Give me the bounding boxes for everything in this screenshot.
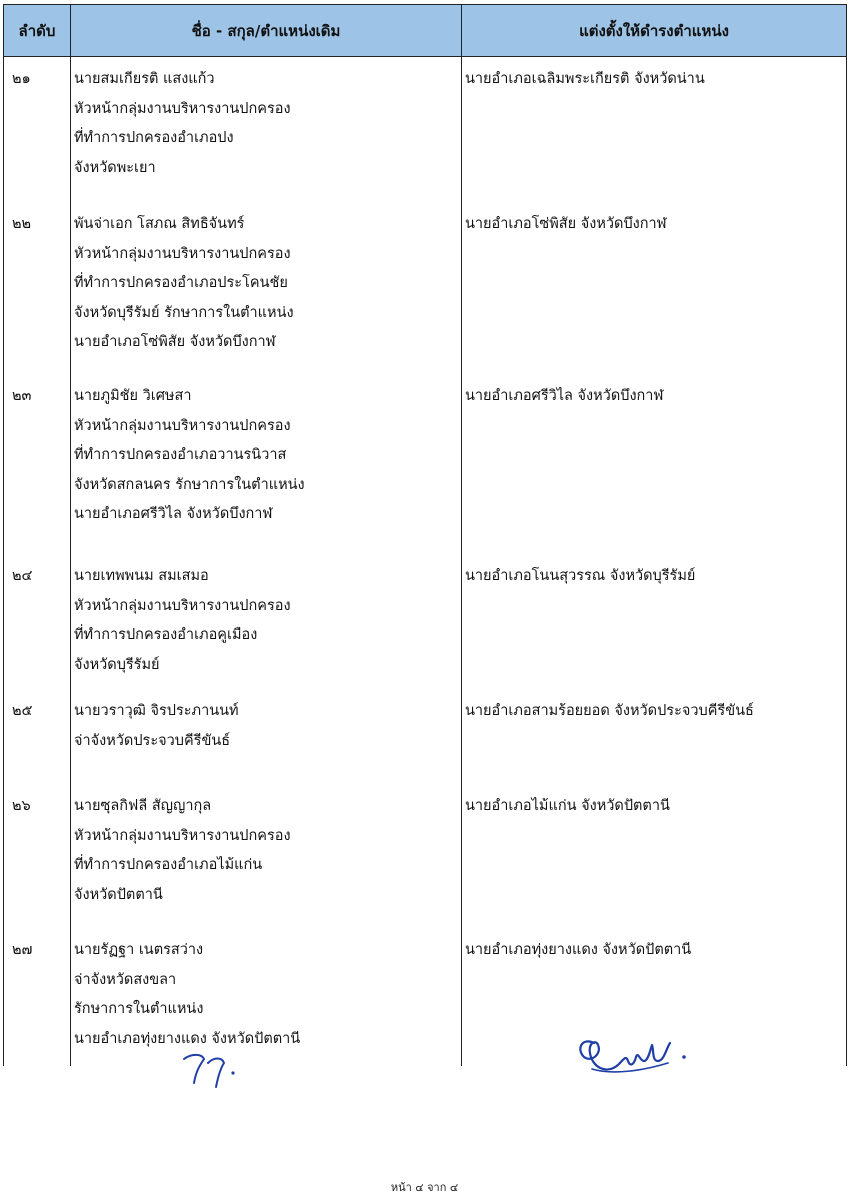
table-row [4, 936, 847, 1066]
previous-position-cell [71, 210, 462, 382]
appointed-position-cell: นายอำเภอทุ่งยางแดง จังหวัดปัตตานี [462, 936, 847, 1066]
previous-position-cell [71, 697, 462, 792]
person-name: นายวราวุฒิ จิรประภานนท์ [74, 703, 239, 719]
position-line: รักษาการในตำแหน่ง [74, 1001, 204, 1017]
appointed-position-cell: นายอำเภอโนนสุวรรณ จังหวัดบุรีรัมย์ [462, 562, 847, 697]
appointed-position-cell: นายอำเภอโซ่พิสัย จังหวัดบึงกาฬ [462, 210, 847, 382]
previous-position-cell [71, 936, 462, 1066]
row-number: ๒๑ [4, 57, 71, 211]
appointed-position-cell: นายอำเภอเฉลิมพระเกียรติ จังหวัดน่าน [462, 57, 847, 211]
position-line: นายอำเภอโซ่พิสัย จังหวัดบึงกาฬ [74, 334, 276, 350]
person-name: นายรัฏฐา เนตรสว่าง [74, 942, 204, 958]
table-row [4, 57, 847, 211]
position-line: นายอำเภอศรีวิไล จังหวัดบึงกาฬ [74, 506, 273, 522]
initial-mark [178, 1045, 248, 1091]
table-row [4, 792, 847, 936]
position-line: จังหวัดบุรีรัมย์ รักษาการในตำแหน่ง [74, 304, 294, 321]
position-line: จังหวัดปัตตานี [74, 886, 163, 903]
position-line: หัวหน้ากลุ่มงานบริหารงานปกครอง [74, 100, 291, 117]
header-previous-position: ชื่อ - สกุล/ตำแหน่งเดิม [71, 5, 462, 57]
header-no: ลำดับ [4, 5, 71, 57]
position-line: จังหวัดพะเยา [74, 159, 156, 176]
table-row [4, 562, 847, 697]
position-line: หัวหน้ากลุ่มงานบริหารงานปกครอง [74, 597, 291, 614]
row-number: ๒๗ [4, 936, 71, 1066]
row-number: ๒๔ [4, 562, 71, 697]
position-line: จ่าจังหวัดสงขลา [74, 971, 177, 988]
person-name: นายสมเกียรติ แสงแก้ว [74, 71, 215, 87]
table-row [4, 697, 847, 792]
table-row [4, 210, 847, 382]
position-line: ที่ทำการปกครองอำเภอปง [74, 130, 234, 146]
person-name: พันจ่าเอก โสภณ สิทธิจันทร์ [74, 216, 245, 232]
position-line: จังหวัดบุรีรัมย์ [74, 656, 160, 673]
position-line: ที่ทำการปกครองอำเภอคูเมือง [74, 627, 258, 643]
position-line: นายอำเภอทุ่งยางแดง จังหวัดปัตตานี [74, 1030, 301, 1047]
row-number: ๒๖ [4, 792, 71, 936]
appointment-table [3, 4, 847, 1066]
position-line: หัวหน้ากลุ่มงานบริหารงานปกครอง [74, 245, 291, 262]
header-appointed-position: แต่งตั้งให้ดำรงตำแหน่ง [462, 5, 847, 57]
appointed-position-cell: นายอำเภอศรีวิไล จังหวัดบึงกาฬ [462, 382, 847, 562]
page-footer: หน้า ๔ จาก ๔ [390, 1181, 459, 1194]
appointed-position-cell: นายอำเภอไม้แก่น จังหวัดปัตตานี [462, 792, 847, 936]
table-header-row [4, 5, 847, 57]
position-line: ที่ทำการปกครองอำเภอวานรนิวาส [74, 447, 287, 463]
position-line: จังหวัดสกลนคร รักษาการในตำแหน่ง [74, 476, 305, 493]
previous-position-cell [71, 792, 462, 936]
position-line: หัวหน้ากลุ่มงานบริหารงานปกครอง [74, 827, 291, 844]
position-line: จ่าจังหวัดประจวบคีรีขันธ์ [74, 732, 231, 749]
position-line: ที่ทำการปกครองอำเภอประโคนชัย [74, 275, 288, 291]
person-name: นายซุลกิฟลี สัญญากุล [74, 798, 212, 814]
table-row [4, 382, 847, 562]
signature-mark [572, 1027, 696, 1083]
previous-position-cell [71, 382, 462, 562]
position-line: หัวหน้ากลุ่มงานบริหารงานปกครอง [74, 417, 291, 434]
row-number: ๒๓ [4, 382, 71, 562]
appointed-position-cell: นายอำเภอสามร้อยยอด จังหวัดประจวบคีรีขันธ์ [462, 697, 847, 792]
person-name: นายภูมิชัย วิเศษสา [74, 388, 192, 404]
position-line: ที่ทำการปกครองอำเภอไม้แก่น [74, 857, 263, 873]
previous-position-cell [71, 562, 462, 697]
row-number: ๒๒ [4, 210, 71, 382]
person-name: นายเทพพนม สมเสมอ [74, 568, 209, 584]
row-number: ๒๕ [4, 697, 71, 792]
previous-position-cell [71, 57, 462, 211]
